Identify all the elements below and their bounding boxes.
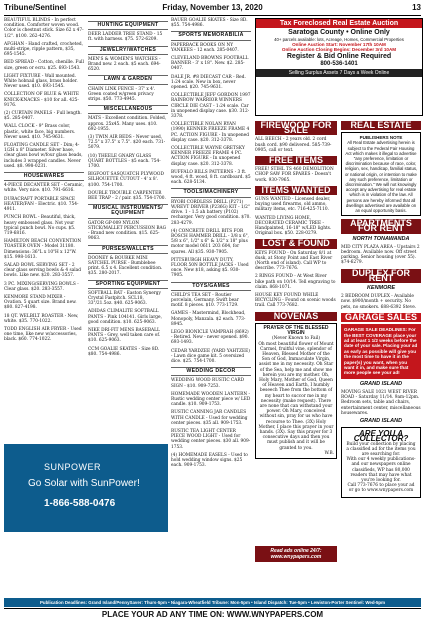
classified-ad: WANTED LIVING HOME, DECORATED CERAMIC TREE - Handpainted, 16-18" w/LED lights. Original box. $50. 228-0279. — [255, 215, 332, 237]
classified-ad: DALE JR. #8 DIECAST CAR - Red. 1:24 scale. New in box, never opened. $20. 745-9631. — [171, 74, 246, 91]
classified-ad: GATOR GP-009 NYLON STICK/MALLET PERCUSSION BAG - Brand new condition. $15. 625-9063. — [88, 220, 167, 242]
section-garage-sales: GARAGE SALES — [341, 313, 421, 322]
classified-ad: MID CITY PLAZA AREA - Upstairs 2 bedroom. Available now. Off street parking. Senior housing (over 55). $74-6279. — [341, 244, 420, 266]
classified-ad: CCM GOALIE SKATES - Size 8D. $80. 754-4986. — [88, 346, 160, 357]
section-tools: TOOLS/MACHINERY — [171, 188, 251, 197]
sunpower-phone[interactable]: 1-866-588-0476 — [44, 498, 116, 509]
sunpower-tagline: Go Solar with SunPower! — [28, 478, 140, 489]
classified-ad: (4) CONCRETE DRILL BITS FOR BOSCH HAMMER DRILL - 3/8 x 6", 5/8 x 6", 1/2" x 6" & 1/2" x 18" plus motor model 0611 203 604, for spares. All $35. 930-7905. — [171, 228, 249, 255]
classified-ad: ADIDAS CLIMALITE SOFTBALL PANTS - Pink 104141. Girls large, good condition. $10. 625-9063. — [88, 309, 162, 325]
column-1 — [4, 18, 84, 346]
classified-ad: GUNS WANTED - Licensed dealer, buying used firearms, old ammo, military items, etc. 716-425-7110. — [255, 197, 331, 213]
section-toys: TOYS/GAMES — [171, 282, 251, 291]
section-real-estate: REAL ESTATE — [341, 121, 421, 130]
novena-subtitle: (Never Known to Fail) — [271, 336, 321, 342]
classified-ad: HOUSE KEY FOUND WHILE BICYCLING - Found on scenic woods trail. Call 773-7682. — [255, 293, 336, 309]
garage-sale-deadlines: GARAGE SALE DEADLINES: For the BEST COVERAGE place your ad at least 1 1/2 weeks before the date of your sale. Placing your ad as early as possible will give you the most time to have it in the paper(s) you want, when you want it in, and make sure that more people see your ad! — [341, 324, 421, 379]
classified-ad: 4-PIECE DECANTER SET - Ceramic, white. Very nice. $10. 791-6616. — [4, 183, 84, 194]
section-lost-found: LOST & FOUND — [255, 239, 337, 248]
novena-signature: W.B. — [324, 450, 334, 456]
classified-ad: RUSTIC TEA LIGHT CENTER PIECE WOOD LIGHT - Used for wedding center pieces. $30 all. 909-1753. — [171, 429, 251, 450]
classified-ad: (4) HOMEMADE EASELS - Used to hold wedding window signs. $25 each. 909-1753. — [171, 452, 248, 469]
classified-ad: MOVING SALE 1021 WEST RIVER ROAD - Saturday 11/14. 9am-12pm. Bedroom sets, table and chairs, entertainment center, miscellaneous housewares. — [341, 389, 421, 416]
classified-ad: TODD ENGLISH AIR FRYER - Used one time, like new w/accessories, black. $60. 774-1022. — [4, 326, 82, 343]
classified-ad: 18 QT. WELBILT ROASTER - New, white. $35. 770-1022. — [4, 313, 79, 324]
section-jewelry: JEWELRY/WATCHES — [88, 46, 168, 55]
column-5 — [341, 118, 421, 498]
classified-ad: BEAUTIFUL BLINDS - In perfect condition. Comforter woven wood. Color is chestnut stick. Size 62 x 47-1/2". $100. 262-4276. — [4, 18, 84, 39]
classified-ad: RUSTIC CANNING JAR CANDLES WITH CANDLE - Used for wedding center pieces. $35 all. 909-1753. — [171, 410, 248, 426]
section-novenas: NOVENAS — [255, 312, 337, 321]
classified-ad: COLLECTION OF BLUE & WHITE KNICK-KNACKS - $10 for all. 425-9176. — [4, 92, 79, 108]
classified-ad: NIKE DRI-FIT MENS BASEBALL PANTS - Grey, well taken care of. $10. 625-9063. — [88, 327, 161, 344]
classified-ad: (2) CURTAIN PANELS - Full length. $5. 285-0407. — [4, 111, 82, 122]
classified-ad: CLEVELAND BROWNS FOOTBALL BANNER - 3' x 18". New. $2. 285-0407. — [171, 56, 249, 72]
classified-ad: BED SPREAD - Cotton, chenille. Full size, green or ecru. $25. 693-1543. — [4, 60, 84, 71]
section-housewares: HOUSEWARES — [4, 172, 84, 181]
section-sporting: SPORTING EQUIPMENT — [88, 280, 168, 289]
section-misc: MISCELLANEOUS — [88, 105, 168, 114]
classified-ad: MATS - Excellent condition. Folded, approx. 25x45. Many uses. $10. 692-1955. — [88, 116, 167, 132]
classified-ad: BIGFOOT SASQUATCH PLYWOOD SILHOUETTE CUTOUT - 4' x 8'. $100. 754-1700. — [88, 172, 164, 188]
classified-ad: ALL BEECH - 2 years old. 2 cord bush cord. $90 delivered. 585-739-0905, call or text. — [255, 137, 332, 153]
classified-ad: FLOATING CANDLE SET - Dim; 4-1/2H x 8" Diameter. Silver base, clear glass bowl w/four glass beads, includes 3 wrapped candles. Never used. $8. 998-0231. — [4, 143, 83, 169]
page-header — [4, 3, 421, 16]
section-sports-memorabilia: SPORTS MEMORABILIA — [171, 31, 251, 40]
section-purses: PURSES/WALLETS — [88, 245, 168, 254]
classified-ad: COLLECTIBLE NOLAN RYAN (1990) KENNER FREEZE FRAME 4 PC. ACTION FIGURE - In unopened display case. $20. 312-3378. — [171, 122, 250, 143]
collector-text-2: With our 4 weekly publications- and our newspapers online classifieds, WP has 80,000 readers that may have what you're looking for. — [346, 457, 416, 483]
auction-title: Tax Foreclosed Real Estate Auction — [256, 19, 422, 28]
paper-name: Tribune/Sentinel — [4, 3, 67, 12]
classified-ad: PITTSBURGH HEAVY DUTY, FLOOR 50N BOTTLE JACKS - Used once. New $18, asking $5. 930-7905. — [171, 257, 249, 279]
place-ad-banner[interactable]: PLACE YOUR AD ANY TIME ON: WWW.WNYPAPERS.COM — [4, 608, 421, 621]
section-duplex: DUPLEX FOR RENT — [341, 269, 421, 283]
classified-ad: FREE! STIHL TS 460 DEMOLITION CHOP SAW FOR SPARES - Doesn't work. 930-7965. — [255, 167, 334, 183]
classified-ad: CHAIN LINK FENCE - 37' x 4'. Green coated w/green privacy strips. $50. 773-4945. — [88, 86, 156, 103]
classified-ad: CHILD'S TEA SET - Routier porcelain, Germany. Swift bear motif. 8 pieces. $10. 773-1729. — [171, 292, 239, 309]
sunpower-ad[interactable] — [4, 444, 168, 532]
classified-ad: BAUER GOALIE SKATES - Size 8D. $55. 754-4986. — [171, 18, 248, 29]
classified-ad: COLLECTIBLE WAYNE GRETSKY KENNER FREEZE FRAME 4 PC. ACTION FIGURE - In unopened display case. $20. 312-3378. — [171, 146, 245, 167]
publishers-note-title: PUBLISHERS NOTE — [359, 135, 403, 141]
classified-ad: DOONEY & BOURKE MINI SATCHEL PURSE - Bumblebee print. 6.5 x 4. Excellent condition. $35. 280-2017. — [88, 255, 163, 277]
classified-ad: BUFFALO BILLS PATTERNS - 3 ft. wood, 4 ft. wood, 8 ft. cardboard. $5 each. 628-5134. — [171, 169, 251, 186]
classified-ad: 2 RINGS FOUND - At West River bike path on 10/14. Tell engraving to claim. 868-1071. — [255, 274, 336, 290]
column-4 — [255, 118, 337, 459]
column-2 — [88, 18, 168, 360]
classified-ad: KENMORE STAND MIXER - Ovation. 5 quart size. Brand new. $80. 827-4198. — [4, 294, 77, 311]
classified-ad: LIGHT FIXTURE - Wall mounted. White hobnail glass, brass holder. Never used. $10. 693-1545. — [4, 73, 78, 90]
classified-ad: HAMILTON BEACH CONVENTION TOASTER OVEN - Model 31180. Dimensions: 36"L x 10"H x 12"W. $15. 998-1613. — [4, 239, 82, 260]
classified-ad: 2 BEDROOM DUPLEX - Available now. $900/month + security. No pets, no smokers. 688-6392 Steve. — [341, 294, 417, 310]
section-lawn: LAWN & GARDEN — [88, 75, 168, 84]
classified-ad: KEYS FOUND - On Saturday 8/1 at dusk, at Stony Point and East River (North end of island). Call WP to describe. 773-7676. — [255, 250, 333, 272]
classified-ad: WALL CLOCK - 9" Brass color, plastic, white face, big numbers. Never used. $10. 745-9631. — [4, 124, 76, 140]
auction-close: Online Auction Closing Begins: December 3rd 10AM — [281, 47, 397, 53]
sunpower-logo: SUNPOWER — [44, 462, 102, 472]
classified-ad: DOUBLE TROUBLE CARPENTER BEE TRAP - 2 / pair. $35. 754-1700. — [88, 190, 166, 202]
classified-ad: PAPERBACK BOOKS ON NY YANKEES - 12 each. 285-0407. — [171, 42, 239, 53]
issue-date: Friday, November 13, 2020 — [162, 3, 263, 12]
classified-ad: CEDAR YARDZEE (YARD YAHTZEE) - Lawn dice game kit. 5 oversized dice. $25. 754-1700. — [171, 348, 250, 364]
collector-title: ARE YOU A COLLECTOR? — [353, 429, 409, 444]
classified-ad: SALAD BOWL SERVING SET - 2 clear glass serving bowls & 4 salad bowls. Like new. $20. 283-3557. — [4, 262, 81, 279]
auction-slogan: Selling Surplus Assets 7 Days a Week Online — [256, 69, 422, 77]
section-hunting: HUNTING EQUIPMENT — [88, 21, 168, 30]
auction-phone[interactable]: 800-536-1401 — [320, 61, 358, 68]
subhead-grand-island-2: GRAND ISLAND — [359, 417, 403, 424]
classified-ad: RYOBI CORDLESS DRILL (P271) W/REVT DRIVER (P236G) KIT - 1/2" drive. 1 - 1.5 ah battery (P102) recharger. Very good condition. $70. 283-4279. — [171, 199, 251, 226]
classified-ad: COLLECTIBLE JEFF GORDON 1997 RAINBOW WARRIOR WINNERS CIRCLE DIE CAST - 1:24 scale. Car in unopened display case. $30. 312-3378. — [171, 93, 251, 120]
page-number: 13 — [412, 3, 421, 12]
classified-ad: DURACRAFT PORTABLE SPACE HEATER/FAN - Electric. $10. 754-4911. — [4, 196, 79, 213]
auction-county: Saratoga County • Online Only — [288, 29, 390, 36]
classified-ad: MEN'S & WOMEN'S WATCHES - Brand new. 2 each. $5 each. 694-6520. — [88, 56, 161, 73]
novena-title: PRAYER OF THE BLESSED VIRGIN — [263, 324, 329, 337]
subhead-north-tonawanda: NORTH TONAWANDA — [352, 235, 410, 242]
publication-deadlines-bar: Publication Deadlines: Grand Island/PennySaver: Thurs-5pm • Niagara-Wheatfield Tribune: Mon-5pm • Island Dispatch: Tue-5pm • Lewiston-Porter Sentinel: Wed-5pm — [4, 598, 421, 607]
classified-ad: (10) THEELE GNARY GLASS QUART BOTTLES - $5 each. 754-1700. — [88, 153, 161, 170]
section-wedding: WEDDING DECOR — [171, 367, 251, 376]
classified-ad: DEER LADDER TREE STAND - 15 ft. with harness. $75. 572-6209. — [88, 32, 163, 43]
column-3 — [171, 18, 251, 471]
classified-ad: PUNCH BOWL - Beautiful, thick, heavy embossed glass. Not your typical punch bowl. No cups. $5. 719-6816. — [4, 215, 76, 236]
classified-ad: HOMEMADE WOODEN LANTERN - Rustic wedding center piece w/ LED candle. $10. 909-1753. — [171, 391, 251, 408]
subhead-grand-island: GRAND ISLAND — [359, 380, 403, 387]
novena-body: Oh most beautiful flower of Mount Carmel, fruitful vine, splendor of Heaven, Blessed Mother of the Son of God, Immaculate Virgin, assist me in my necessity. Oh Star of the Sea, help me and show me herein you are my mother. Oh, Holy Mary, Mother of God, Queen of Heaven and Earth, I humbly beseech Thee from the bottom of my heart to succor me in my necessity (make request). There are none that can withstand your power. Oh Mary, conceived without sin, pray for us who have recourse to Thee. (3X) Holy Mother, I place this prayer in your hands. (3X). Say this prayer for 3 consecutive days and then you must publish and it will be granted to you. — [258, 341, 334, 451]
subhead-kenmore: KENMORE — [366, 285, 396, 292]
classified-ad: AFGHAN - Hand crafted, crocheted, multi-stripe, ripple pattern, $35, 695-1545. — [4, 41, 84, 58]
novena-prayer — [255, 323, 337, 459]
section-apartments: APARTMENTS FOR RENT — [341, 219, 421, 233]
collector-ad[interactable] — [341, 427, 421, 497]
collector-call[interactable]: Call 773-7676 to place your ad or go to www.wnypapers.com — [347, 483, 415, 494]
section-firewood: FIREWOOD FOR SALE — [255, 121, 337, 135]
section-musical: MUSICAL INSTRUMENTS/ EQUIPMENT — [88, 204, 168, 218]
publishers-note-text: All Real Estate advertising herein is subject to the Federal Fair Housing Act which makes it illegal to advertise "any preference, limitation or discrimination because of race, color, religion, sex, handicap, familial status, or national origin, or intention to make any such preference, limitation or discrimination." We will not knowingly accept any advertising for real estate which is in violation of the law. All persons are hereby informed that all dwellings advertised are available on an equal opportunity basis. — [344, 140, 418, 214]
auction-register: Register & Bid Online Required — [286, 53, 392, 61]
classified-ad: LEGO BIONICLE VAMPRAH (8692) - Retired. New - never opened. $90. 693-1493. — [171, 329, 249, 346]
classified-ad: GAMES - Mastermind, Blockhead, Monopoly, Manzala. $2 each. 773-8945. — [171, 311, 246, 327]
classified-ad: 3 PC. MIXING/SERVING BOWLS - Clear glass. $20. 283-3557. — [4, 281, 79, 292]
section-items-wanted: ITEMS WANTED — [255, 186, 337, 195]
publishers-note — [341, 132, 421, 216]
collector-text: Build your collection by placing a classified ad for the items you are searching for. — [346, 441, 416, 457]
classified-ad: WEDDING WOOD RUSTIC CARD SIGN - $10. 909-7253. — [171, 378, 245, 389]
read-ads-online-banner[interactable]: Read ads online 24/7: www.wnypapers.com — [255, 546, 337, 562]
auction-ad[interactable] — [255, 18, 423, 116]
auction-parcels: 40+ parcels available: lots, Acreage, Homes, Commercial Properties — [274, 37, 404, 42]
section-free-items: FREE ITEMS — [255, 156, 337, 165]
classified-ad: SOFTBALL BAT - Easton Synergy Crystal Fastpitch. SCL18, 33"/21.5oz. $40. 625-9063. — [88, 290, 161, 307]
classified-ad: (3) TWIN AIR BEDS - Never used, 72.5" x 37.5" x 7.5". $20 each. 731-5079. — [88, 135, 166, 151]
auction-start: Online Auction Start: November 17th 10AM — [292, 42, 386, 47]
